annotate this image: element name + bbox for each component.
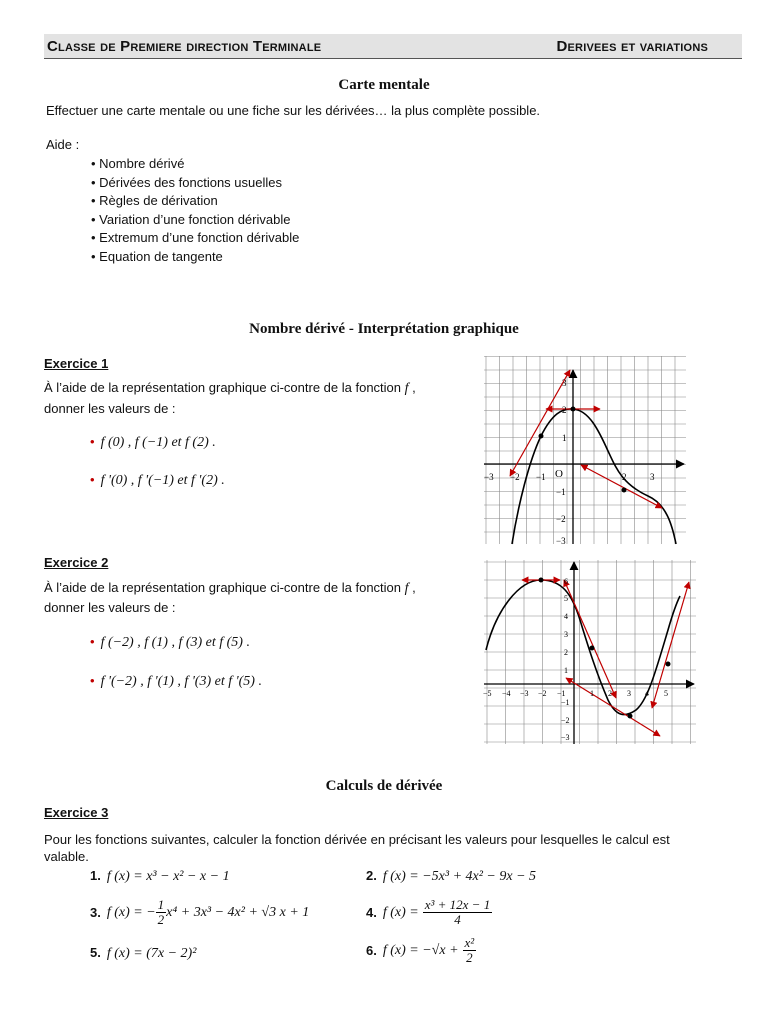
ex1-line2: donner les valeurs de :: [44, 401, 176, 416]
function-5: 5. f (x) = (7x − 2)²: [90, 945, 197, 961]
point-1b: [571, 407, 576, 412]
point-1a: [539, 434, 544, 439]
point-1c: [622, 488, 627, 493]
y-tick-label: 2: [562, 405, 567, 415]
x-tick-label: −1: [536, 472, 546, 482]
x-tick-label: −3: [520, 689, 529, 698]
ex2-bullet-2: • f '(−2) , f '(1) , f '(3) et f '(5) .: [90, 673, 262, 689]
point-2b: [590, 646, 595, 651]
y-tick-label: 3: [562, 378, 567, 388]
aide-item: • Equation de tangente: [91, 248, 223, 264]
curve-2: [486, 580, 680, 715]
section-title-calculs: Calculs de dérivée: [325, 778, 443, 794]
y-tick-label: −3: [561, 733, 570, 742]
ex2-line1: À l’aide de la représentation graphique ci-contre de la fonction f ,: [44, 580, 416, 596]
ex1-bullet-1: • f (0) , f (−1) et f (2) .: [90, 434, 216, 450]
aide-item: • Règles de dérivation: [91, 193, 218, 208]
y-tick-label: −2: [561, 716, 570, 725]
x-tick-label: 1: [590, 689, 594, 698]
y-tick-label: −1: [556, 487, 566, 497]
point-2d: [666, 662, 671, 667]
function-4: 4. f (x) = $\frac{\text{x³ + 12x − 1}}{4}$: [366, 897, 491, 928]
section-title-nombre: Nombre dérivé - Interprétation graphique: [249, 321, 519, 337]
aide-item: • Variation d’une fonction dérivable: [91, 211, 291, 227]
x-tick-label: 3: [627, 689, 631, 698]
x-tick-label: 3: [650, 472, 655, 482]
function-3: 3. f (x) = − $\frac{1}{2}$ x⁴ + 3x³ − 4x² + √3 x + 1: [90, 897, 310, 928]
aide-list: [91, 155, 299, 266]
x-tick-label: −2: [510, 472, 520, 482]
x-tick-label: −3: [484, 472, 494, 482]
ex3-title: Exercice 3: [44, 805, 109, 820]
y-tick-label: 5: [564, 594, 568, 603]
ticks-1: [484, 378, 655, 546]
ex2-title: Exercice 2: [44, 555, 109, 570]
point-2a: [539, 578, 544, 583]
ex1-title: Exercice 1: [44, 356, 109, 371]
page-header: [44, 34, 742, 59]
y-tick-label: −3: [556, 536, 566, 546]
header-chapter: Derivees et variations: [556, 37, 708, 55]
point-2c: [628, 714, 633, 719]
grid-1: [484, 356, 686, 544]
fraction: $\frac{1}{2}$: [157, 897, 165, 928]
ex3-text-1: Pour les fonctions suivantes, calculer la fonction dérivée en précisant les valeurs pour lesquelles le calcul est: [44, 832, 670, 847]
aide-item: • Extremum d’une fonction dérivable: [91, 230, 300, 245]
header-class: Classe de Premiere direction Terminale: [47, 37, 322, 55]
x-tick-label: 5: [664, 689, 668, 698]
graph-1: [484, 356, 686, 544]
fraction: $\frac{\text{x³ + 12x − 1}}{4}$: [424, 897, 491, 928]
x-tick-label: −1: [557, 689, 566, 698]
x-tick-label: 2: [608, 689, 612, 698]
ex2-bullet-1: • f (−2) , f (1) , f (3) et f (5) .: [90, 634, 250, 650]
y-tick-label: 3: [564, 630, 568, 639]
function-6: 6. f (x) = −√x + $\frac{\text{x²}}{2}$: [366, 935, 475, 966]
ex3-text-2: valable.: [44, 849, 89, 864]
x-tick-label: −4: [502, 689, 511, 698]
y-tick-label: 1: [562, 433, 567, 443]
graph-2: [484, 560, 696, 744]
x-tick-label: −5: [483, 689, 492, 698]
y-tick-label: −2: [556, 514, 566, 524]
y-tick-label: −1: [561, 698, 570, 707]
function-2: 2. f (x) = −5x³ + 4x² − 9x − 5: [366, 868, 537, 884]
x-tick-label: 4: [645, 689, 649, 698]
ex2-line2: donner les valeurs de :: [44, 600, 176, 615]
aide-label: Aide :: [46, 137, 80, 152]
intro-text: Effectuer une carte mentale ou une fiche sur les dérivées… la plus complète possible.: [46, 103, 541, 118]
aide-item: • Nombre dérivé: [91, 156, 185, 171]
fraction: $\frac{\text{x²}}{2}$: [464, 935, 475, 966]
y-tick-label: 6: [564, 577, 568, 586]
tangent-2d: [652, 582, 689, 708]
y-tick-label: 4: [564, 612, 568, 621]
y-tick-label: 1: [564, 666, 568, 675]
ticks-2: [483, 577, 668, 742]
aide-item: • Dérivées des fonctions usuelles: [91, 174, 282, 190]
x-tick-label: 2: [622, 472, 627, 482]
ex1-line1: À l’aide de la représentation graphique ci-contre de la fonction f ,: [44, 380, 416, 396]
section-title-mental: Carte mentale: [338, 77, 430, 93]
origin-label: O: [555, 468, 563, 480]
function-1: 1. f (x) = x³ − x² − x − 1: [90, 868, 230, 884]
ex1-bullet-2: • f '(0) , f '(−1) et f '(2) .: [90, 472, 225, 488]
tangent-2c: [566, 678, 660, 736]
y-tick-label: 2: [564, 648, 568, 657]
x-tick-label: −2: [538, 689, 547, 698]
